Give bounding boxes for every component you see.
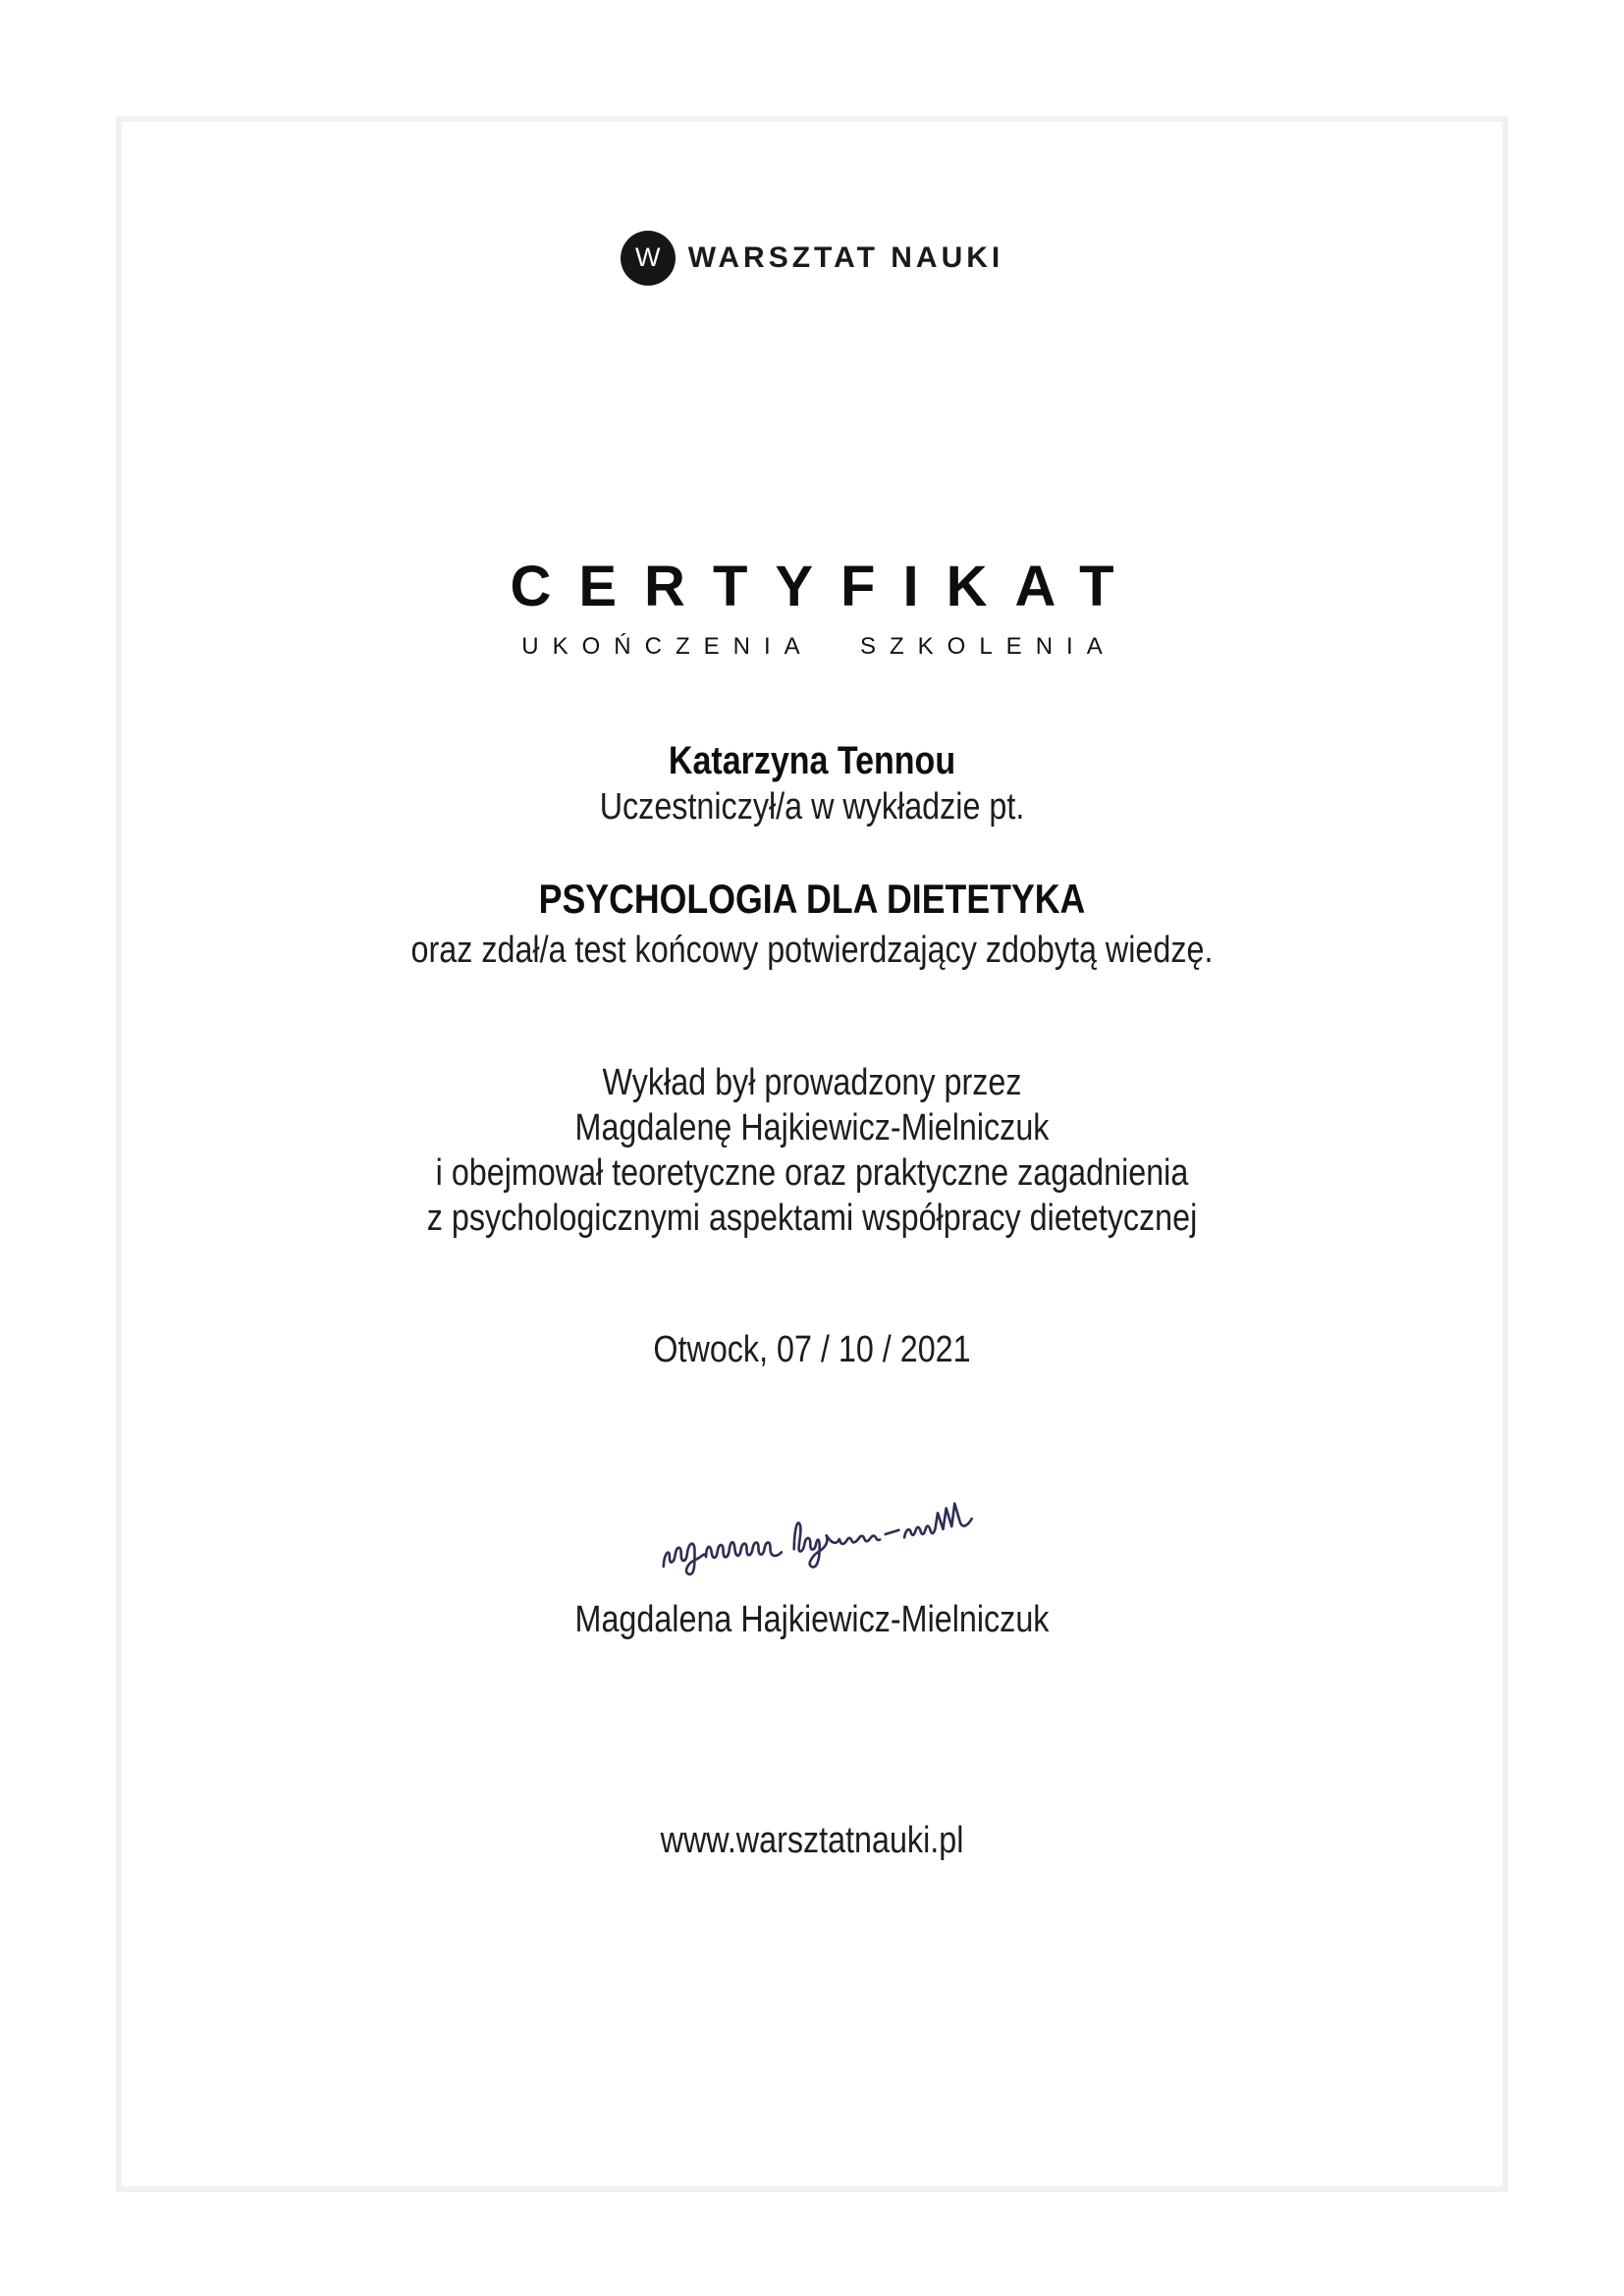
brand-logo-icon <box>621 231 676 286</box>
signature-scribble-icon <box>653 1482 984 1598</box>
brand-logo <box>0 231 1624 286</box>
signature-stroke <box>791 1516 882 1569</box>
description-line: Wykład był prowadzony przez <box>602 1062 1022 1103</box>
description-line: Magdalenę Hajkiewicz-Mielniczuk <box>574 1107 1050 1148</box>
brand-name: WARSZTAT NAUKI <box>687 241 1004 274</box>
certificate-title: CERTYFIKAT <box>510 555 1142 618</box>
recipient-name: Katarzyna Tennou <box>668 739 956 782</box>
place-date-line: Otwock, 07 / 10 / 2021 <box>653 1329 971 1370</box>
participation-line: Uczestniczył/a w wykładzie pt. <box>599 786 1025 828</box>
signer-name: Magdalena Hajkiewicz-Mielniczuk <box>574 1599 1050 1640</box>
handwritten-signature <box>656 1496 980 1584</box>
website-url: www.warsztatnauki.pl <box>660 1820 964 1861</box>
signature-stroke <box>885 1530 898 1534</box>
certificate-subtitle: UKOŃCZENIA SZKOLENIA <box>521 633 1116 660</box>
description-line: i obejmował teoretyczne oraz praktyczne zagadnienia <box>435 1152 1189 1194</box>
course-description <box>122 1060 1502 1241</box>
signature-stroke <box>901 1502 972 1537</box>
course-result-line: oraz zdał/a test końcowy potwierdzający zdobytą wiedzę. <box>410 930 1214 971</box>
brand-logo-letter: W <box>634 241 661 272</box>
description-line: z psychologicznymi aspektami współpracy dietetycznej <box>426 1198 1198 1239</box>
signature-stroke <box>662 1536 783 1576</box>
course-name: PSYCHOLOGIA DLA DIETETYKA <box>538 876 1086 922</box>
